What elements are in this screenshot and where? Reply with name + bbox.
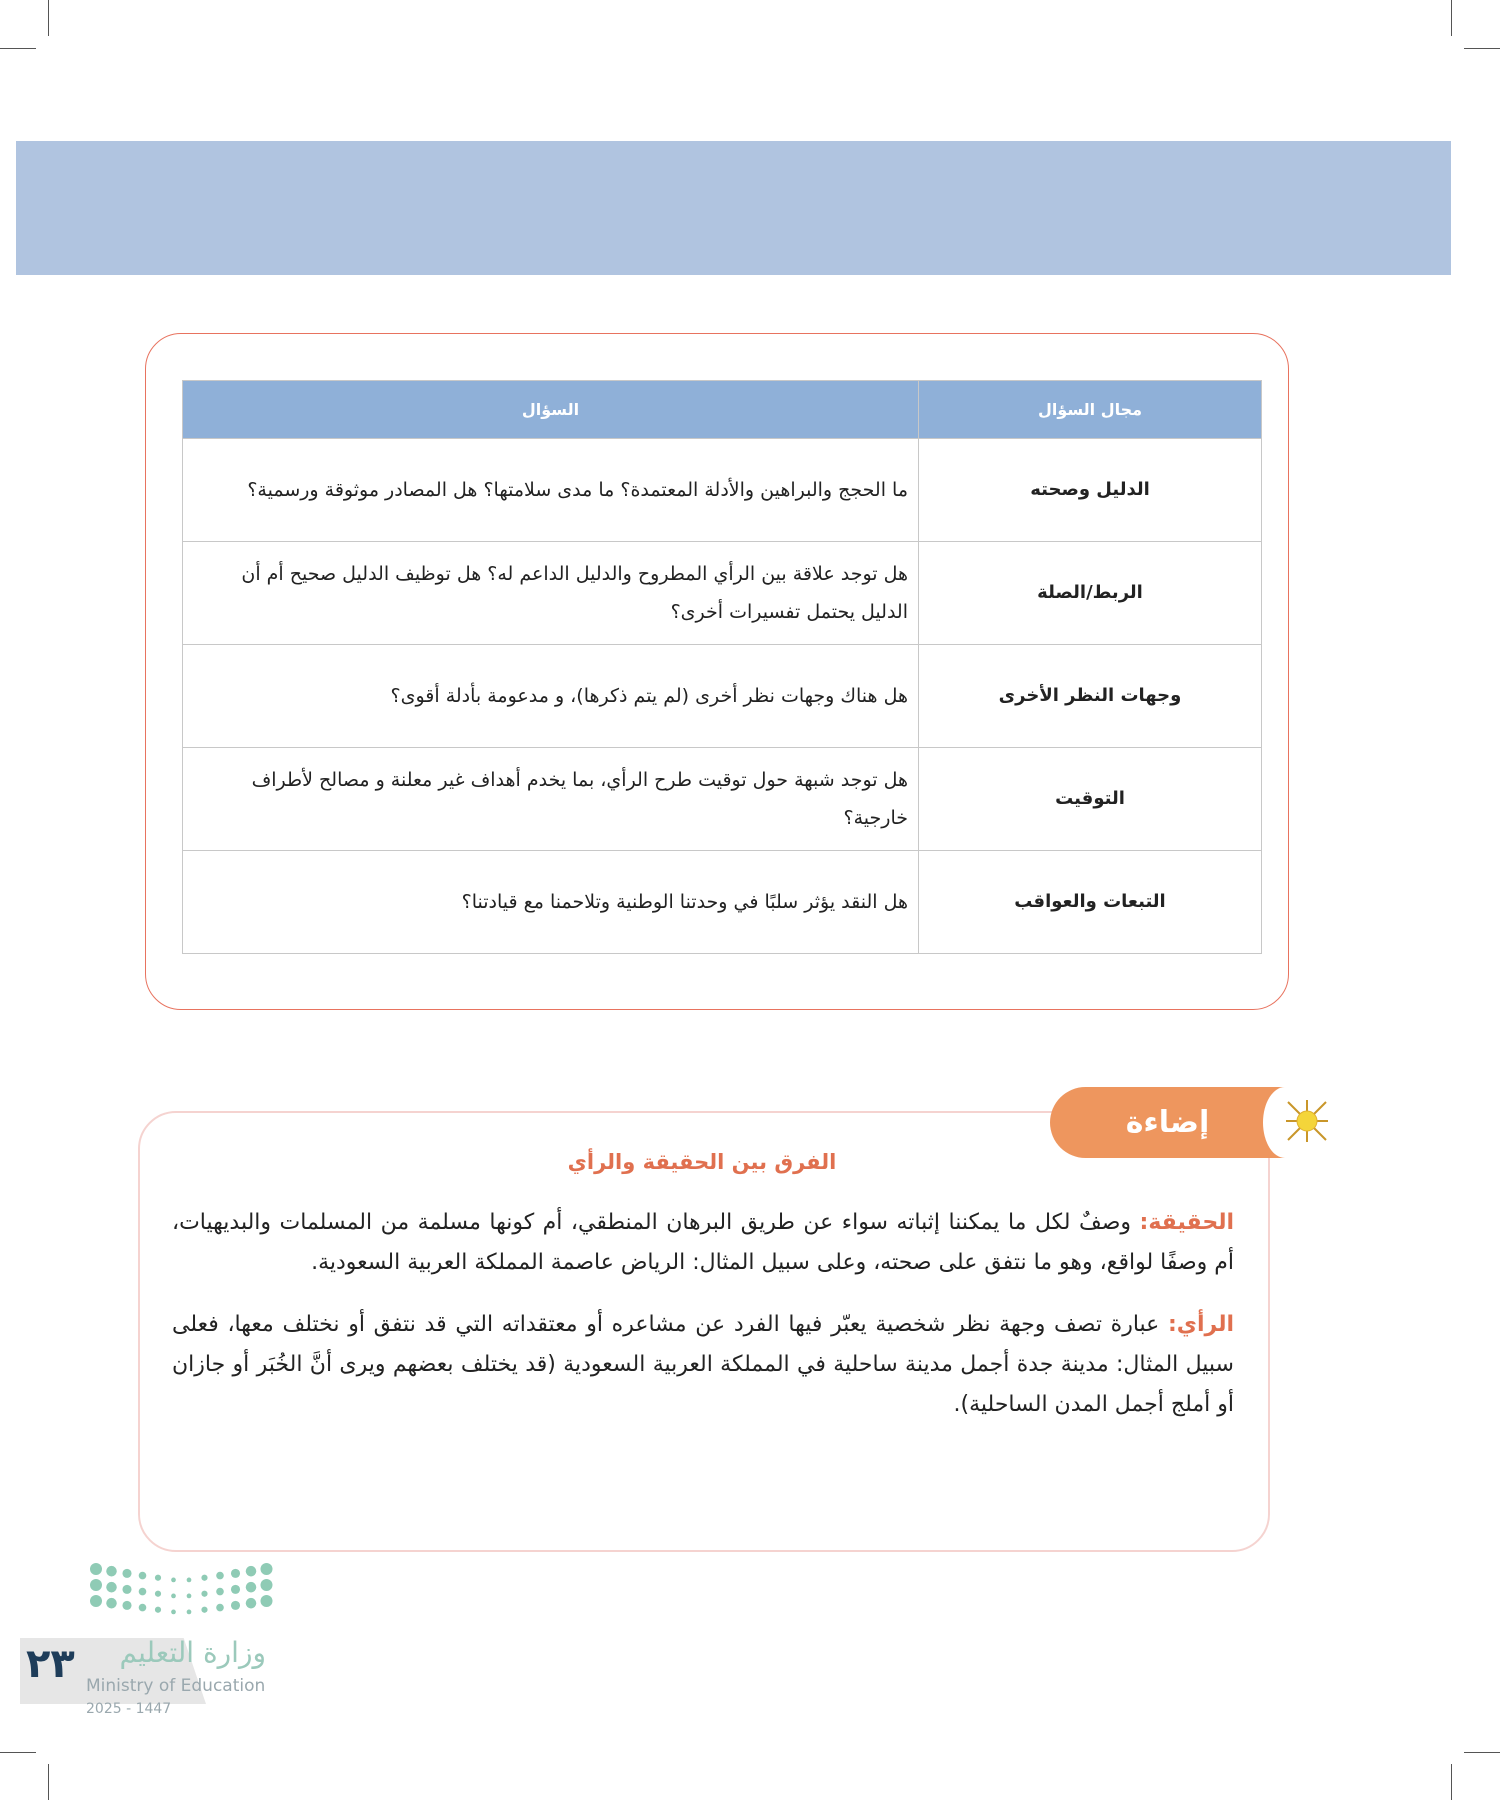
logo-dot xyxy=(155,1575,161,1581)
table-row xyxy=(183,439,1262,542)
logo-dot xyxy=(139,1604,147,1612)
ministry-name-ar: وزارة التعليم xyxy=(119,1636,266,1669)
table-header-row xyxy=(183,381,1262,439)
idaa-label-text: إضاءة xyxy=(1125,1105,1210,1140)
table-row xyxy=(183,645,1262,748)
field-cell: وجهات النظر الأخرى xyxy=(919,645,1262,748)
crop-mark xyxy=(1451,0,1452,36)
logo-dot xyxy=(231,1601,240,1610)
logo-dot xyxy=(90,1595,102,1607)
crop-mark xyxy=(48,0,49,36)
logo-dot xyxy=(261,1563,273,1575)
logo-dot xyxy=(216,1588,224,1596)
logo-dot xyxy=(216,1604,224,1612)
opinion-text: عبارة تصف وجهة نظر شخصية يعبّر فيها الفرد عن مشاعره أو معتقداته التي قد نتفق أو نختلف معها، فعلى سبيل المثال: مدينة جدة أجمل مدينة ساحلية في المملكة العربية السعودية (قد يختلف بعضهم ويرى أنَّ الخُبَر أو جازان أو أملج أجمل المدن الساحلية). xyxy=(172,1312,1234,1417)
opinion-paragraph xyxy=(172,1305,1234,1425)
sun-icon xyxy=(1284,1098,1330,1144)
fact-paragraph xyxy=(172,1203,1234,1283)
table-row xyxy=(183,748,1262,851)
question-cell: هل هناك وجهات نظر أخرى (لم يتم ذكرها)، و مدعومة بأدلة أقوى؟ xyxy=(183,645,919,748)
logo-dot xyxy=(187,1610,192,1615)
logo-dot xyxy=(246,1582,257,1593)
logo-dot xyxy=(201,1607,207,1613)
crop-mark xyxy=(1451,1764,1452,1800)
crop-mark xyxy=(1464,1752,1500,1753)
idaa-box xyxy=(138,1111,1270,1552)
logo-dot xyxy=(261,1579,273,1591)
table-row xyxy=(183,542,1262,645)
crop-mark xyxy=(0,1752,36,1753)
field-cell: الربط/الصلة xyxy=(919,542,1262,645)
logo-dot xyxy=(90,1579,102,1591)
header-field: مجال السؤال xyxy=(919,381,1262,439)
logo-dot xyxy=(246,1566,257,1577)
question-cell: هل توجد علاقة بين الرأي المطروح والدليل الداعم له؟ هل توظيف الدليل صحيح أم أن الدليل يحتمل تفسيرات أخرى؟ xyxy=(183,542,919,645)
question-cell: هل النقد يؤثر سلبًا في وحدتنا الوطنية وتلاحمنا مع قيادتنا؟ xyxy=(183,851,919,954)
logo-dot xyxy=(139,1588,147,1596)
page-number: ٢٣ xyxy=(26,1641,75,1687)
question-cell: ما الحجج والبراهين والأدلة المعتمدة؟ ما مدى سلامتها؟ هل المصادر موثوقة ورسمية؟ xyxy=(183,439,919,542)
logo-dot xyxy=(171,1594,176,1599)
logo-dot xyxy=(122,1585,131,1594)
field-cell: الدليل وصحته xyxy=(919,439,1262,542)
logo-dot xyxy=(201,1591,207,1597)
year: 2025 - 1447 xyxy=(86,1701,172,1717)
logo-dot xyxy=(201,1575,207,1581)
logo-dot xyxy=(171,1578,176,1583)
idaa-title: الفرق بين الحقيقة والرأي xyxy=(567,1150,837,1174)
logo-dot xyxy=(171,1610,176,1615)
table-row xyxy=(183,851,1262,954)
logo-dot xyxy=(90,1563,102,1575)
header-question: السؤال xyxy=(183,381,919,439)
logo-dot xyxy=(216,1572,224,1580)
logo-dot xyxy=(231,1569,240,1578)
questions-table xyxy=(182,380,1262,954)
logo-dot xyxy=(106,1566,117,1577)
field-cell: التوقيت xyxy=(919,748,1262,851)
logo-dot xyxy=(106,1598,117,1609)
idaa-label xyxy=(1050,1087,1285,1158)
logo-dot xyxy=(122,1569,131,1578)
ministry-name-en: Ministry of Education xyxy=(86,1676,266,1696)
ministry-logo-dots xyxy=(88,1561,278,1631)
crop-mark xyxy=(0,48,36,49)
header-band xyxy=(16,141,1451,275)
question-cell: هل توجد شبهة حول توقيت طرح الرأي، بما يخدم أهداف غير معلنة و مصالح لأطراف خارجية؟ xyxy=(183,748,919,851)
crop-mark xyxy=(48,1764,49,1800)
logo-dot xyxy=(246,1598,257,1609)
logo-dot xyxy=(187,1594,192,1599)
opinion-term: الرأي: xyxy=(1168,1312,1234,1337)
logo-dot xyxy=(187,1578,192,1583)
logo-dot xyxy=(261,1595,273,1607)
logo-dot xyxy=(155,1607,161,1613)
fact-text: وصفٌ لكل ما يمكننا إثباته سواء عن طريق البرهان المنطقي، أم كونها مسلمة من المسلمات والبديهيات، أم وصفًا لواقع، وهو ما نتفق على صحته، وعلى سبيل المثال: الرياض عاصمة المملكة العربية السعودية. xyxy=(172,1210,1234,1275)
logo-dot xyxy=(231,1585,240,1594)
field-cell: التبعات والعواقب xyxy=(919,851,1262,954)
logo-dot xyxy=(155,1591,161,1597)
crop-mark xyxy=(1464,48,1500,49)
fact-term: الحقيقة: xyxy=(1139,1210,1234,1235)
logo-dot xyxy=(106,1582,117,1593)
logo-dot xyxy=(122,1601,131,1610)
logo-dot xyxy=(139,1572,147,1580)
